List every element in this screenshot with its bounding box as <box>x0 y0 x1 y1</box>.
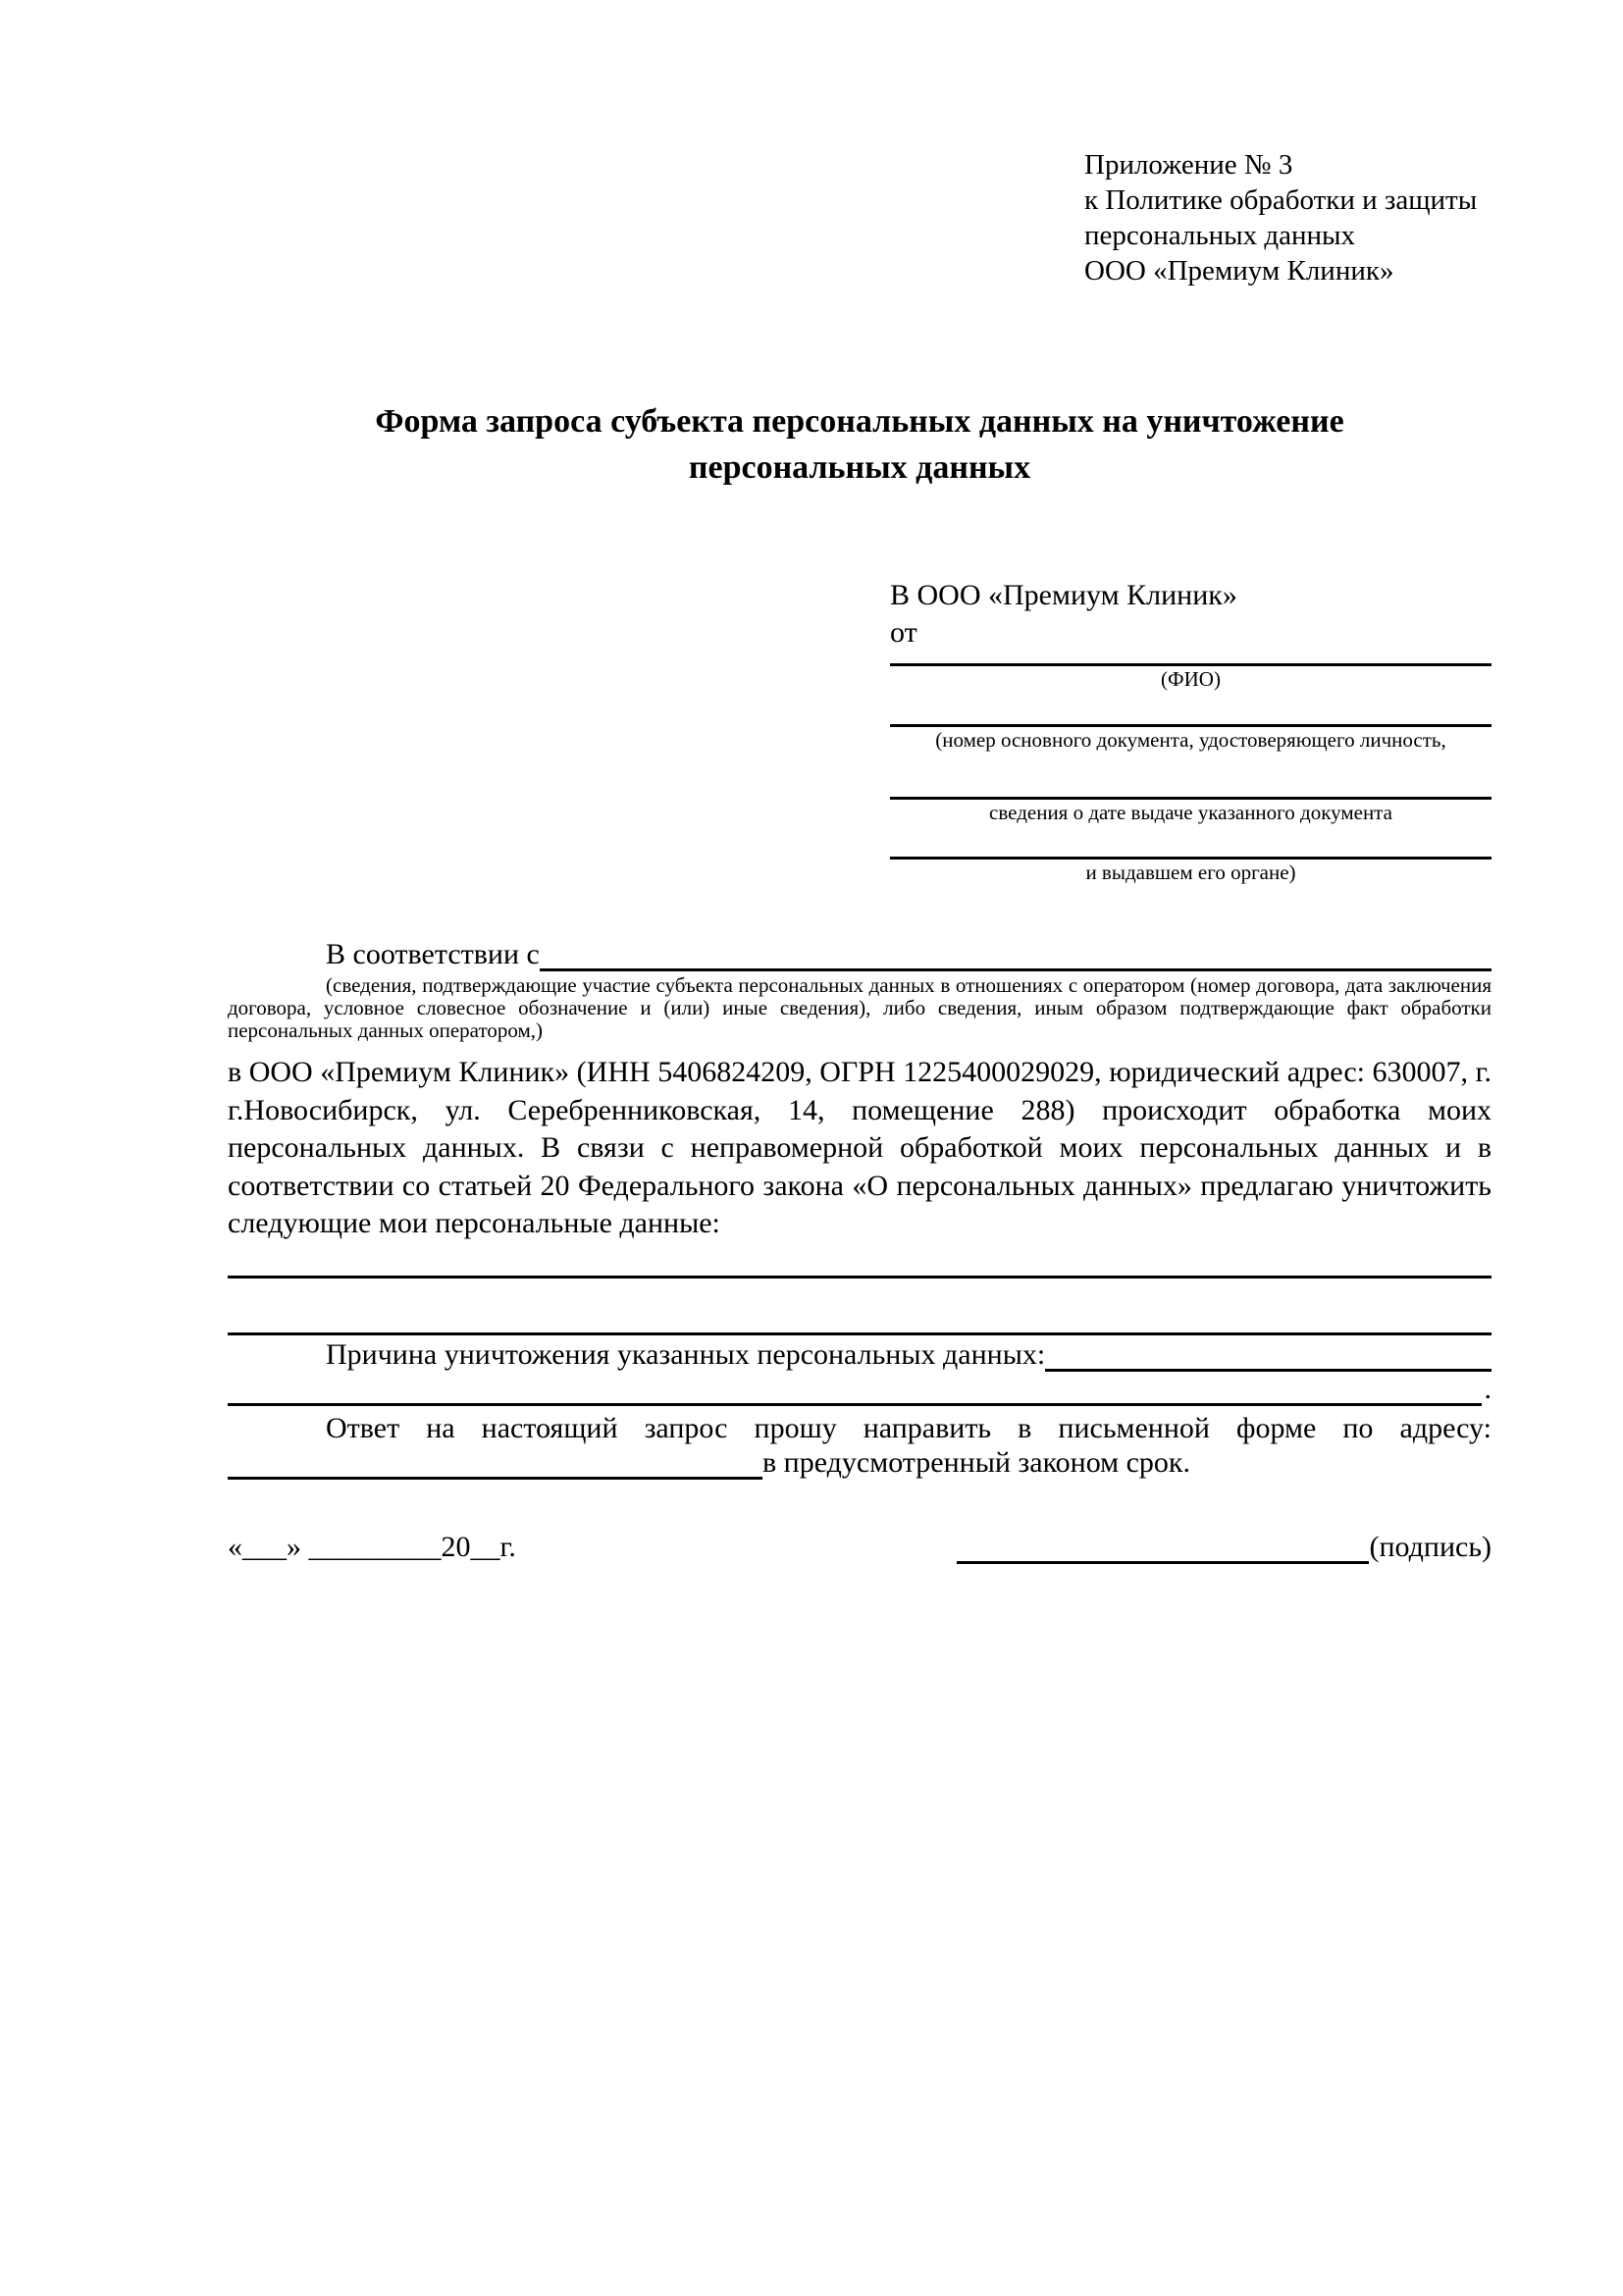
blank-line-reason <box>1045 1369 1492 1372</box>
appendix-note <box>1084 147 1506 288</box>
date-line: «___» _________20__г. <box>228 1531 516 1563</box>
period-mark: . <box>1484 1372 1492 1405</box>
appendix-note-line: персональных данных <box>1084 220 1356 251</box>
footer-row <box>228 1531 1492 1564</box>
reason-continuation-row <box>228 1372 1492 1406</box>
accordance-lead: В соответствии с <box>326 938 540 970</box>
blank-line-fio <box>890 652 1492 666</box>
addressee-block <box>890 577 1492 885</box>
blank-line-issue-date <box>890 753 1492 800</box>
signature-caption: (подпись) <box>1369 1531 1492 1563</box>
addressee-from-label: от <box>890 616 917 649</box>
caption-document-number: (номер основного документа, удостоверяющего личность, <box>935 728 1446 752</box>
blank-line-signature <box>957 1561 1369 1564</box>
appendix-note-line: ООО «Премиум Клиник» <box>1084 255 1394 287</box>
signature-group <box>957 1531 1492 1564</box>
document-title-line2: персональных данных <box>688 449 1031 486</box>
blank-line-accordance <box>540 968 1492 971</box>
caption-fio: (ФИО) <box>1161 667 1221 691</box>
reason-label: Причина уничтожения указанных персональных данных: <box>326 1337 1046 1371</box>
blank-line-document-number <box>890 692 1492 727</box>
blank-line-reason-2 <box>228 1403 1482 1406</box>
blank-line-issuing-authority <box>890 825 1492 860</box>
main-text <box>228 940 1492 1564</box>
document-title <box>228 398 1492 491</box>
body-paragraph: в ООО «Премиум Клиник» (ИНН 5406824209, ОГРН 1225400029029, юридический адрес: 630007, г. г.Новосибирск, ул. Серебренниковская, 14, помещение 288) происходит обработка моих персональных данных. В связи с неправомерной обработкой моих персональных данных и в соответствии со статьей 20 Федерального закона «О персональных данных» предлагаю уничтожить следующие мои персональные данные: <box>228 1056 1492 1239</box>
caption-issuing-authority: и выдавшем его органе) <box>1085 861 1296 884</box>
reply-address-row <box>228 1447 1492 1480</box>
accordance-row <box>228 940 1492 971</box>
addressee-to: В ООО «Премиум Клиник» <box>890 579 1237 611</box>
reply-tail: в предусмотренный законом срок. <box>762 1446 1190 1479</box>
appendix-note-line: к Политике обработки и защиты <box>1084 184 1478 216</box>
document-title-line1: Форма запроса субъекта персональных данных на уничтожение <box>375 403 1344 440</box>
caption-issue-date: сведения о дате выдаче указанного документа <box>989 801 1392 824</box>
accordance-footnote: (сведения, подтверждающие участие субъекта персональных данных в отношениях с оператором (номер договора, дата заключения договора, условное словесное обозначение и (или) иные сведения), либо сведения, иным образом подтверждающие факт обработки персональных данных оператором,) <box>228 973 1492 1042</box>
reason-row <box>228 1335 1492 1372</box>
blank-line-personal-data-1 <box>228 1243 1492 1278</box>
blank-line-personal-data-2 <box>228 1278 1492 1335</box>
blank-line-address <box>228 1477 762 1480</box>
appendix-note-line: Приложение № 3 <box>1084 149 1293 181</box>
reply-paragraph: Ответ на настоящий запрос прошу направить в письменной форме по адресу: <box>326 1411 1492 1444</box>
